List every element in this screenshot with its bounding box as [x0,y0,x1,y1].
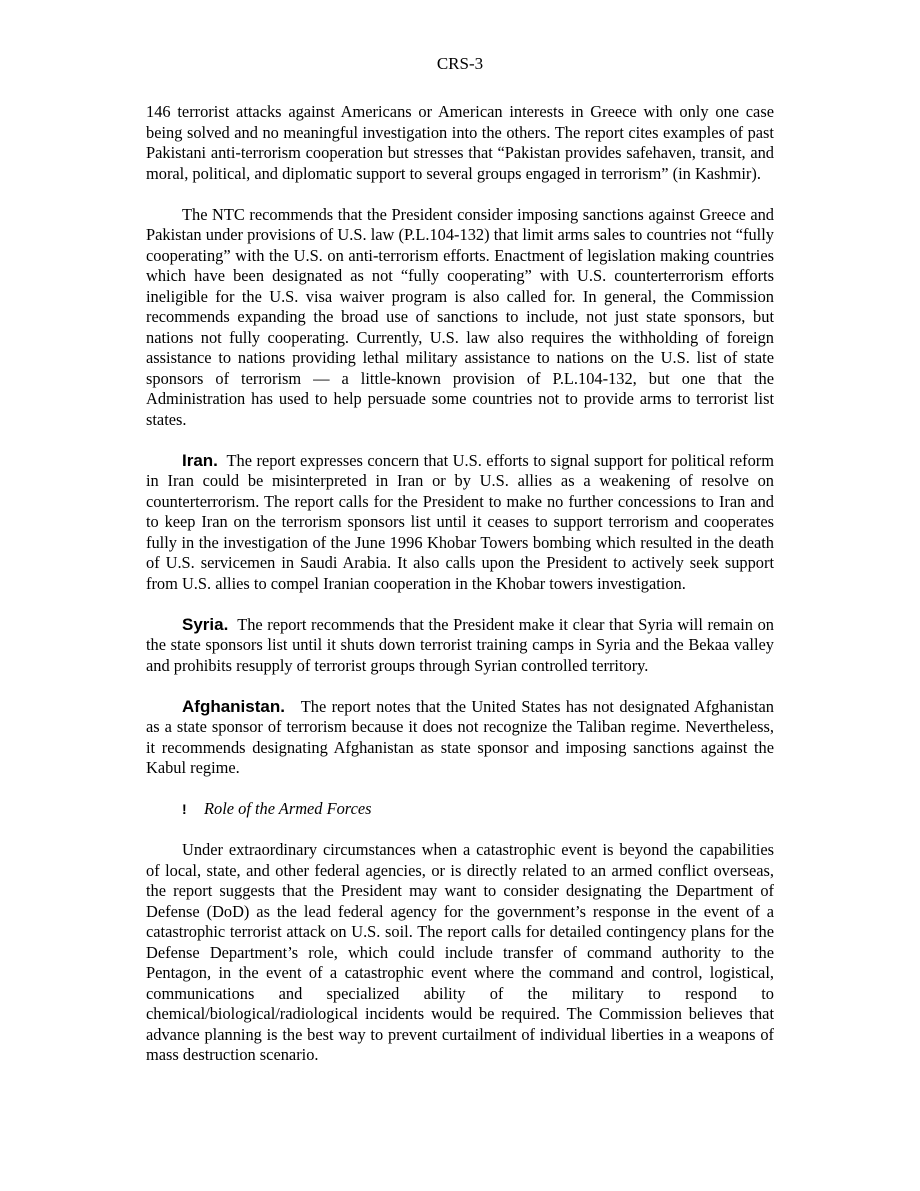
paragraph-afghanistan [146,697,774,779]
paragraph-armed-forces: Under extraordinary circumstances when a catastrophic event is beyond the capabilities of local, state, and other federal agencies, or is directly related to an armed conflict overseas, the report suggests that the President may want to consider designating the Department of Defense (DoD) as the lead federal agency for the government’s response in the event of a catastrophic terrorist attack on U.S. soil. The report calls for detailed contingency plans for the Defense Department’s role, which could include transfer of command authority to the Pentagon, in the event of a catastrophic event where the command and control, logistical, communications and specialized ability of the military to respond to chemical/biological/radiological incidents would be required. The Commission believes that advance planning is the best way to prevent curtailment of individual liberties in a weapons of mass destruction scenario. [146,840,774,1064]
afghanistan-text: The report notes that the United States has not designated Afghanistan as a state sponsor of terrorism because it does not recognize the Taliban regime. Nevertheless, it recommends designating Afghanistan as state sponsor and imposing sanctions against the Kabul regime. [146,696,774,777]
iran-heading: Iran. [182,450,218,470]
paragraph-greece-pakistan-continued: 146 terrorist attacks against Americans or American interests in Greece with only one case being solved and no meaningful investigation into the others. The report cites examples of past Pakistani anti-terrorism cooperation but stresses that “Pakistan provides safehaven, transit, and moral, political, and diplomatic support to several groups engaged in terrorism” (in Kashmir). [146,102,774,183]
afghanistan-heading: Afghanistan. [182,696,285,716]
iran-text: The report expresses concern that U.S. efforts to signal support for political reform in Iran could be misinterpreted in Iran or by U.S. allies as a weakening of resolve on counterterrorism. The report calls for the President to make no further concessions to Iran and to keep Iran on the terrorism sponsors list until it ceases to support terrorism and cooperates fully in the investigation of the June 1996 Khobar Towers bombing which resulted in the death of U.S. servicemen in Saudi Arabia. It also calls upon the President to actively seek support from U.S. allies to compel Iranian cooperation in the Khobar towers investigation. [146,450,774,593]
section-title-armed-forces: Role of the Armed Forces [204,799,372,818]
syria-text: The report recommends that the President make it clear that Syria will remain on the state sponsors list until it shuts down terrorist training camps in Syria and the Bekaa valley and prohibits resupply of terrorist groups through Syrian controlled territory. [146,614,774,675]
paragraph-syria [146,615,774,677]
paragraph-ntc-sanctions: The NTC recommends that the President consider imposing sanctions against Greece and Pakistan under provisions of U.S. law (P.L.104-132) that limit arms sales to countries not “fully cooperating” with the U.S. on anti-terrorism efforts. Enactment of legislation making countries which have been designated as not “fully cooperating” with U.S. counterterrorism efforts ineligible for the U.S. visa waiver program is also called for. In general, the Commission recommends expanding the broad use of sanctions to include, not just state sponsors, but nations not fully cooperating. Currently, U.S. law also requires the withholding of foreign assistance to nations providing lethal military assistance to nations on the U.S. list of state sponsors of terrorism — a little-known provision of P.L.104-132, but one that the Administration has used to help persuade some countries not to provide arms to terrorist list states. [146,204,774,429]
paragraph-iran [146,451,774,595]
syria-heading: Syria. [182,614,229,634]
section-bullet-armed-forces [146,799,774,820]
page-header: CRS-3 [436,54,484,73]
document-page [146,54,774,1086]
bullet-mark: ! [182,801,187,817]
